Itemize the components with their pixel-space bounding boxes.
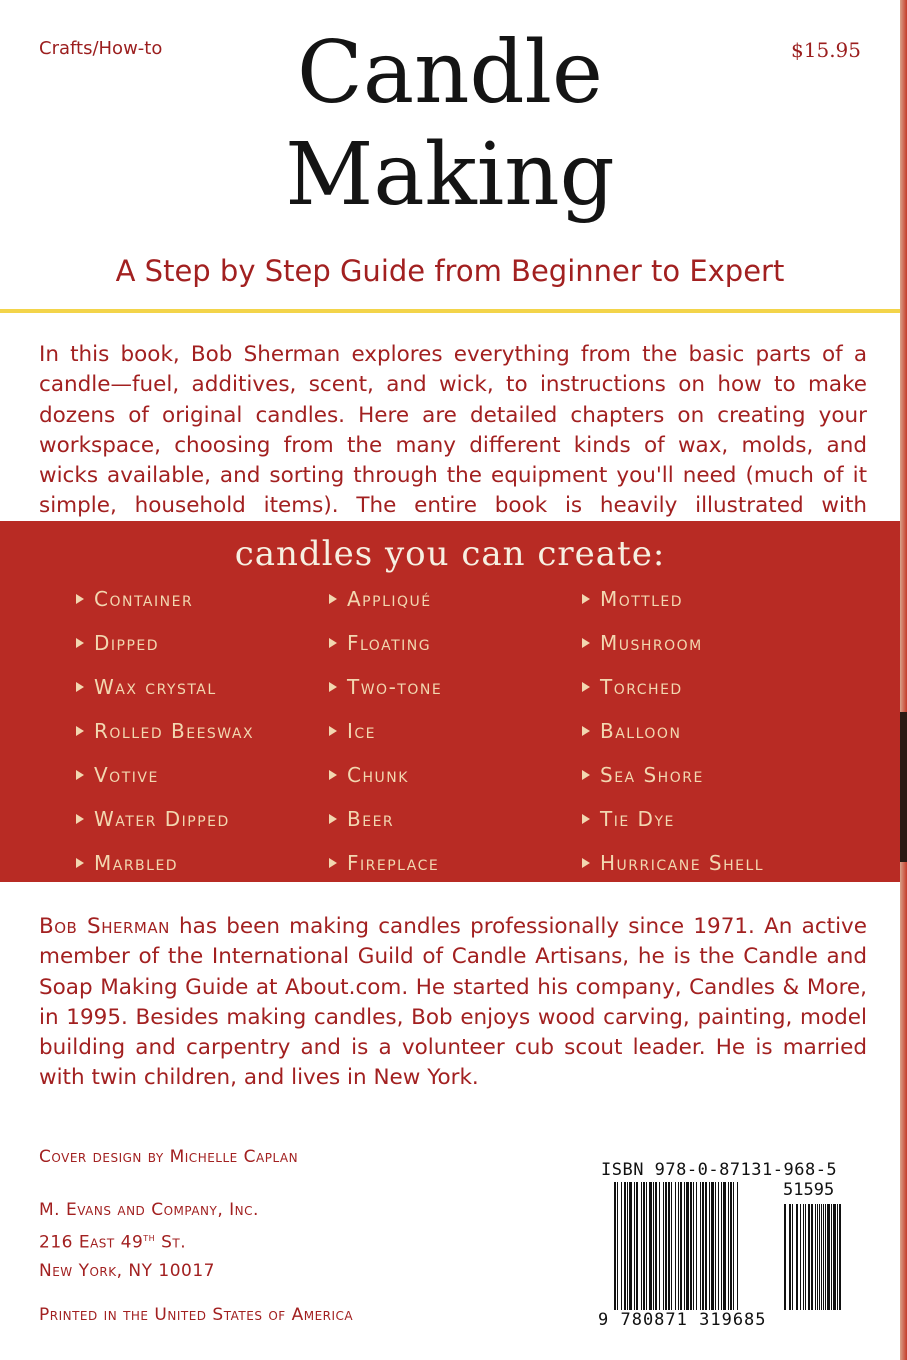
candle-item: Wax crystal — [76, 665, 254, 709]
candle-item: Chunk — [329, 753, 442, 797]
candle-list-column-2 — [329, 577, 442, 885]
candle-item: Rolled Beeswax — [76, 709, 254, 753]
spine-edge-dark — [900, 712, 907, 862]
bullet-arrow-icon — [582, 858, 590, 868]
bullet-arrow-icon — [329, 726, 337, 736]
intro-paragraph: In this book, Bob Sherman explores everything from the basic parts of a candle—fuel, additives, scent, and wick, to instructions on how to make dozens of original candles. Here are detailed chapters on creating your workspace, choosing from the many different kinds of wax, molds, and wicks available, and sorting through the equipment you'll need (much of it simple, household items). The entire book is heavily illustrated with — [39, 342, 867, 519]
bullet-arrow-icon — [76, 726, 84, 736]
publisher-address: 216 East 49th St. — [39, 1231, 187, 1253]
bullet-arrow-icon — [582, 682, 590, 692]
isbn-label: ISBN 978-0-87131-968-5 — [601, 1160, 838, 1180]
candle-item: Torched — [582, 665, 764, 709]
barcode-image — [598, 1182, 868, 1312]
candle-item: Marbled — [76, 841, 254, 885]
bullet-arrow-icon — [582, 726, 590, 736]
candle-item: Mushroom — [582, 621, 764, 665]
candle-item: Beer — [329, 797, 442, 841]
bullet-arrow-icon — [76, 638, 84, 648]
bullet-arrow-icon — [329, 638, 337, 648]
price-code-label: 51595 — [783, 1180, 835, 1200]
publisher-city: New York, NY 10017 — [39, 1260, 215, 1281]
bullet-arrow-icon — [329, 770, 337, 780]
candle-item: Water Dipped — [76, 797, 254, 841]
candle-item: Votive — [76, 753, 254, 797]
bullet-arrow-icon — [582, 770, 590, 780]
candle-item: Container — [76, 577, 254, 621]
author-name: Bob Sherman — [39, 914, 170, 939]
author-bio-text: has been making candles professionally since 1971. An active member of the International Guild of Candle Artisans, he is the Candle and Soap Making Guide at About.com. He started his company, Candles & More, in 1995. Besides making candles, Bob enjoys wood carving, painting, model building and carpentry and is a volunteer cub scout leader. He is married with twin children, and lives in New York. — [39, 914, 867, 1091]
price-label: $15.95 — [791, 38, 861, 62]
author-bio — [39, 912, 867, 1094]
candle-item: Balloon — [582, 709, 764, 753]
barcode-digits: 9 780871 319685 — [598, 1310, 767, 1330]
candle-item: Appliqué — [329, 577, 442, 621]
publisher-name: M. Evans and Company, Inc. — [39, 1200, 259, 1220]
candle-list-column-1 — [76, 577, 254, 885]
candles-heading: candles you can create: — [234, 534, 666, 574]
bullet-arrow-icon — [76, 682, 84, 692]
candle-item: Mottled — [582, 577, 764, 621]
bullet-arrow-icon — [76, 814, 84, 824]
cover-design-credit: Cover design by Michelle Caplan — [39, 1147, 299, 1167]
book-subtitle: A Step by Step Guide from Beginner to Expert — [115, 254, 785, 288]
candle-item: Floating — [329, 621, 442, 665]
candle-item: Hurricane Shell — [582, 841, 764, 885]
bullet-arrow-icon — [329, 594, 337, 604]
publisher-block — [39, 1196, 259, 1285]
candle-item: Ice — [329, 709, 442, 753]
candle-item: Fireplace — [329, 841, 442, 885]
bullet-arrow-icon — [582, 814, 590, 824]
book-title-line2: Making — [285, 125, 615, 225]
bullet-arrow-icon — [582, 594, 590, 604]
bullet-arrow-icon — [76, 858, 84, 868]
spine-edge — [900, 0, 907, 1360]
candle-item: Dipped — [76, 621, 254, 665]
printed-in-label: Printed in the United States of America — [39, 1305, 354, 1325]
bullet-arrow-icon — [76, 594, 84, 604]
candle-item: Two-tone — [329, 665, 442, 709]
bullet-arrow-icon — [76, 770, 84, 780]
bullet-arrow-icon — [329, 858, 337, 868]
bullet-arrow-icon — [582, 638, 590, 648]
candle-list-column-3 — [582, 577, 764, 885]
category-label: Crafts/How-to — [39, 38, 163, 59]
bullet-arrow-icon — [329, 682, 337, 692]
book-title-line1: Candle — [297, 23, 603, 123]
candle-item: Sea Shore — [582, 753, 764, 797]
bullet-arrow-icon — [329, 814, 337, 824]
yellow-divider — [0, 309, 900, 313]
candle-item: Tie Dye — [582, 797, 764, 841]
